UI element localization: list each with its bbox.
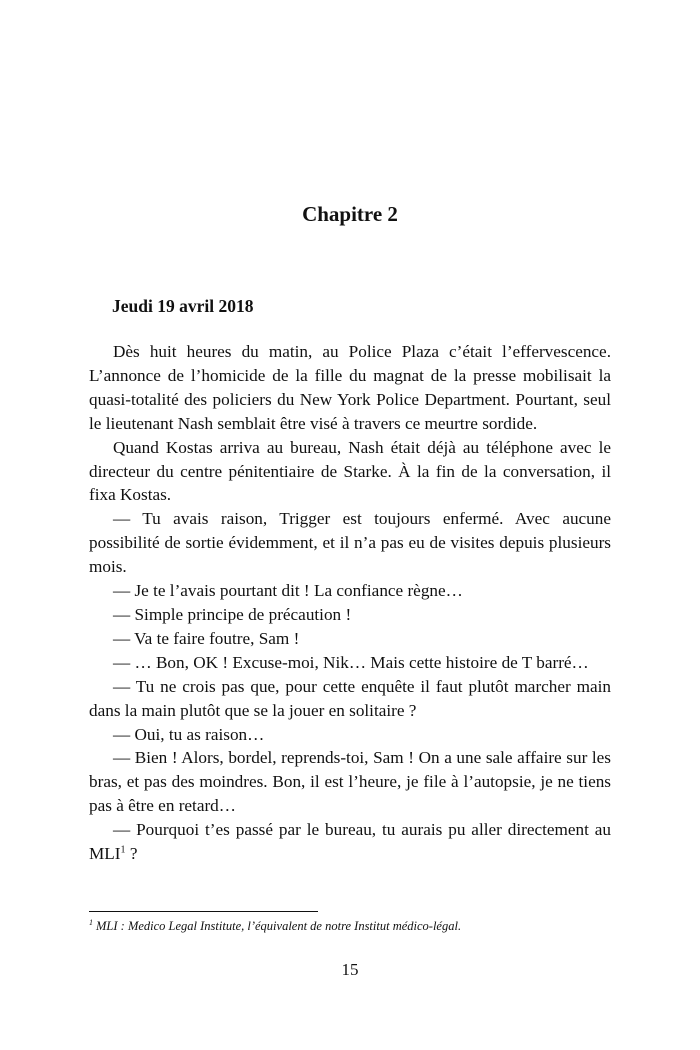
dialogue-line: — Tu ne crois pas que, pour cette enquête il faut plutôt marcher main dans la main plutôt que se la jouer en solitaire ? <box>89 676 611 720</box>
paragraph: Dès huit heures du matin, au Police Plaza c’était l’effervescence. L’annonce de l’homicide de la fille du magnat de la presse mobilisait la quasi-totalité des policiers du New York Police Department. Pourtant, seul le lieutenant Nash semblait être visé à travers ce meurtre sordide. <box>89 342 611 433</box>
dialogue-line: — … Bon, OK ! Excuse-moi, Nik… Mais cette histoire de T barré… <box>113 652 589 672</box>
footnote-reference: 1 <box>120 844 126 856</box>
chapter-title: Chapitre 2 <box>302 202 398 226</box>
dialogue-line: — Va te faire foutre, Sam ! <box>113 628 300 648</box>
footnote <box>89 917 611 935</box>
footnote-divider <box>89 911 318 912</box>
dialogue-line: — Bien ! Alors, bordel, reprends-toi, Sam ! On a une sale affaire sur les bras, et pas des moindres. Bon, il est l’heure, je file à l’autopsie, je ne tiens pas à être en retard… <box>89 748 611 816</box>
dialogue-line: — Tu avais raison, Trigger est toujours enfermé. Avec aucune possibilité de sortie évidemment, et il n’a pas eu de visites depuis plusieurs mois. <box>89 509 611 577</box>
page-number: 15 <box>341 960 359 979</box>
dialogue-text: — Pourquoi t’es passé par le bureau, tu aurais pu aller directement au MLI <box>89 820 611 864</box>
dialogue-tail: ? <box>125 844 138 864</box>
footnote-text: MLI : Medico Legal Institute, l’équivalent de notre Institut médico-légal. <box>96 919 462 933</box>
dialogue-line-with-footnote <box>89 818 611 866</box>
footnote-number: 1 <box>89 917 93 927</box>
paragraph: Quand Kostas arriva au bureau, Nash était déjà au téléphone avec le directeur du centre pénitentiaire de Starke. À la fin de la conversation, il fixa Kostas. <box>89 437 611 505</box>
date-heading: Jeudi 19 avril 2018 <box>112 296 254 316</box>
body-text <box>89 340 611 866</box>
dialogue-line: — Je te l’avais pourtant dit ! La confiance règne… <box>113 581 463 601</box>
dialogue-line: — Oui, tu as raison… <box>113 724 265 744</box>
dialogue-line: — Simple principe de précaution ! <box>113 604 352 624</box>
